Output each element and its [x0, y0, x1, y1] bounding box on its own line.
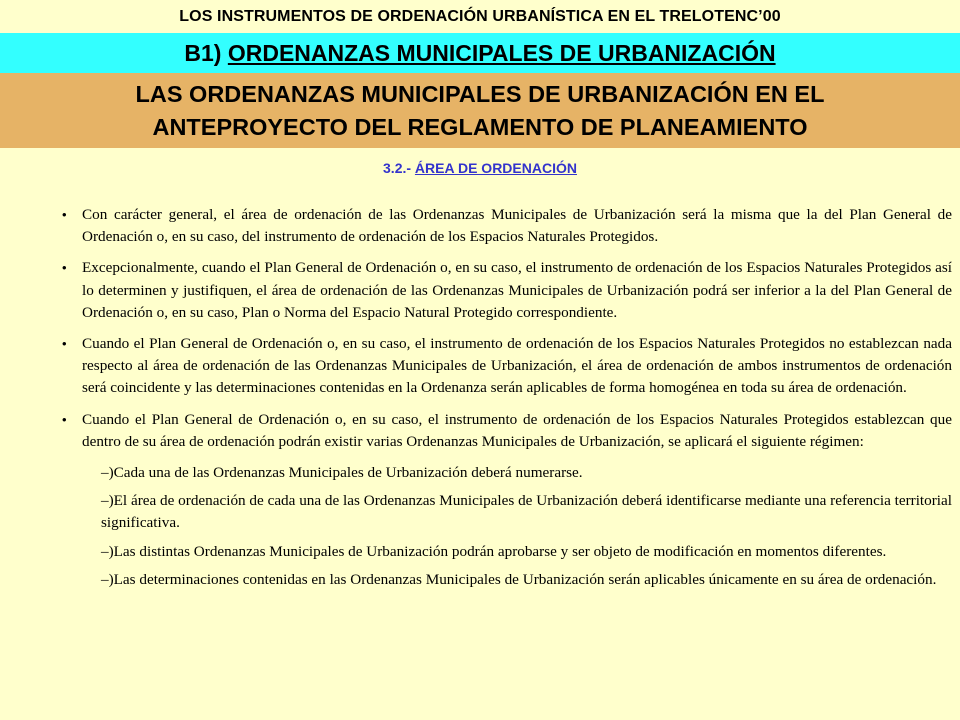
bullet-icon: • — [62, 260, 67, 276]
sub-item: –)Cada una de las Ordenanzas Municipales de Urbanización deberá numerarse. — [101, 464, 583, 482]
list-item — [62, 204, 952, 248]
list-item-text: Con carácter general, el área de ordenación de las Ordenanzas Municipales de Urbanización será la misma que la del Plan General de Ordenación o, en su caso, del instrumento de ordenación de los Espacios Naturales Protegidos. — [82, 206, 952, 246]
list-item — [62, 409, 952, 453]
band-title — [0, 33, 960, 73]
list-item-text: Cuando el Plan General de Ordenación o, en su caso, el instrumento de ordenación de los Espacios Naturales Protegidos no establezcan nada respecto al área de ordenación de las Ordenanzas Municipales de Urbanización, el área de ordenación de ambos instrumentos de ordenación será coincidente y las determinaciones contenidas en la Ordenanza serán aplicables de forma homogénea en toda su área de ordenación. — [82, 335, 952, 397]
sub-item: –)Las determinaciones contenidas en las Ordenanzas Municipales de Urbanización serán aplicables únicamente en su área de ordenación. — [101, 570, 937, 588]
band-title-prefix: B1) — [184, 40, 228, 66]
section-number: 3.2.- — [383, 160, 415, 176]
top-title: LOS INSTRUMENTOS DE ORDENACIÓN URBANÍSTICA EN EL TRELOTENC’00 — [0, 0, 960, 33]
sub-item: –)El área de ordenación de cada una de las Ordenanzas Municipales de Urbanización deberá identificarse mediante una referencia territorial significativa. — [101, 492, 952, 532]
bullet-icon: • — [62, 336, 67, 352]
list-item — [62, 257, 952, 324]
list-item — [62, 333, 952, 400]
body-content — [62, 204, 952, 597]
bullet-icon: • — [62, 411, 67, 427]
list-item-text: Cuando el Plan General de Ordenación o, en su caso, el instrumento de ordenación de los Espacios Naturales Protegidos establezcan que dentro de su área de ordenación podrán existir varias Ordenanzas Municipales de Urbanización, se aplicará el siguiente régimen: — [82, 410, 952, 450]
subtitle-band — [0, 73, 960, 148]
list-item-text: Excepcionalmente, cuando el Plan General de Ordenación o, en su caso, el instrumento de ordenación de los Espacios Naturales Protegidos así lo determinen y justifiquen, el área de ordenación de las Ordenanzas Municipales de Urbanización podrá ser inferior a la del Plan General de Ordenación o, en su caso, Plan o Norma del Espacio Natural Protegido correspondiente. — [82, 259, 952, 321]
subtitle-line-2: ANTEPROYECTO DEL REGLAMENTO DE PLANEAMIENTO — [152, 114, 808, 140]
subtitle-line-1: LAS ORDENANZAS MUNICIPALES DE URBANIZACIÓN EN EL — [135, 81, 825, 107]
band-title-text: ORDENANZAS MUNICIPALES DE URBANIZACIÓN — [227, 40, 776, 66]
sub-item: –)Las distintas Ordenanzas Municipales de Urbanización podrán aprobarse y ser objeto de modificación en momentos diferentes. — [101, 542, 887, 560]
section-heading — [0, 160, 960, 176]
section-title: ÁREA DE ORDENACIÓN — [414, 160, 577, 176]
bullet-icon: • — [62, 207, 67, 222]
